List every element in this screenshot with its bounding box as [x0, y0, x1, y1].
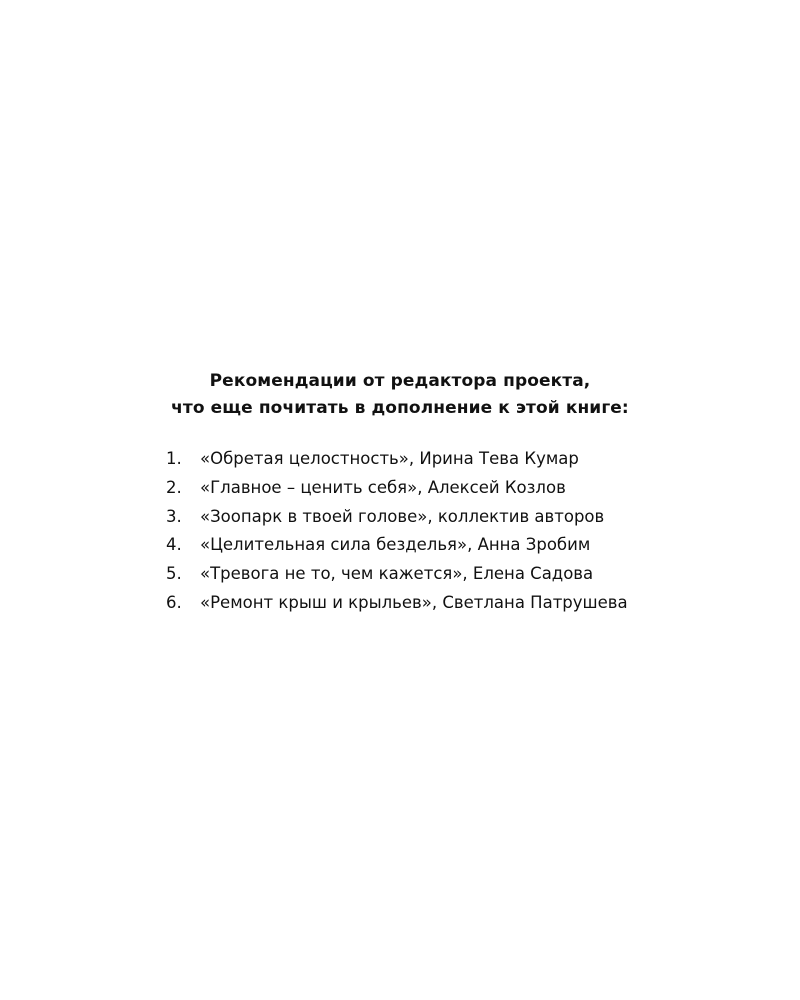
- recommendations-list: [166, 445, 628, 618]
- list-item: [166, 589, 628, 618]
- heading-line-1: Рекомендации от редактора проекта,: [209, 371, 591, 391]
- list-item-text: «Главное – ценить себя», Алексей Козлов: [200, 477, 566, 497]
- list-item-text: «Ремонт крыш и крыльев», Светлана Патрушева: [200, 592, 628, 612]
- heading-line-2: что еще почитать в дополнение к этой книге:: [171, 398, 629, 418]
- recommendations-heading: [0, 368, 800, 422]
- list-item: [166, 531, 628, 560]
- list-item-number: 2.: [166, 477, 182, 497]
- list-item-text: «Обретая целостность», Ирина Тева Кумар: [200, 449, 579, 468]
- list-item: [166, 503, 628, 532]
- list-item-text: «Целительная сила безделья», Анна Зробим: [200, 535, 591, 555]
- list-item-number: 5.: [166, 564, 182, 584]
- list-item-number: 1.: [166, 449, 182, 468]
- list-item-number: 6.: [166, 592, 182, 612]
- list-item: [166, 560, 628, 589]
- list-item: [166, 474, 628, 503]
- list-item: [166, 445, 628, 474]
- list-item-text: «Зоопарк в твоей голове», коллектив авторов: [200, 506, 605, 526]
- list-item-number: 3.: [166, 506, 182, 526]
- list-item-number: 4.: [166, 535, 182, 555]
- list-item-text: «Тревога не то, чем кажется», Елена Садова: [200, 564, 594, 584]
